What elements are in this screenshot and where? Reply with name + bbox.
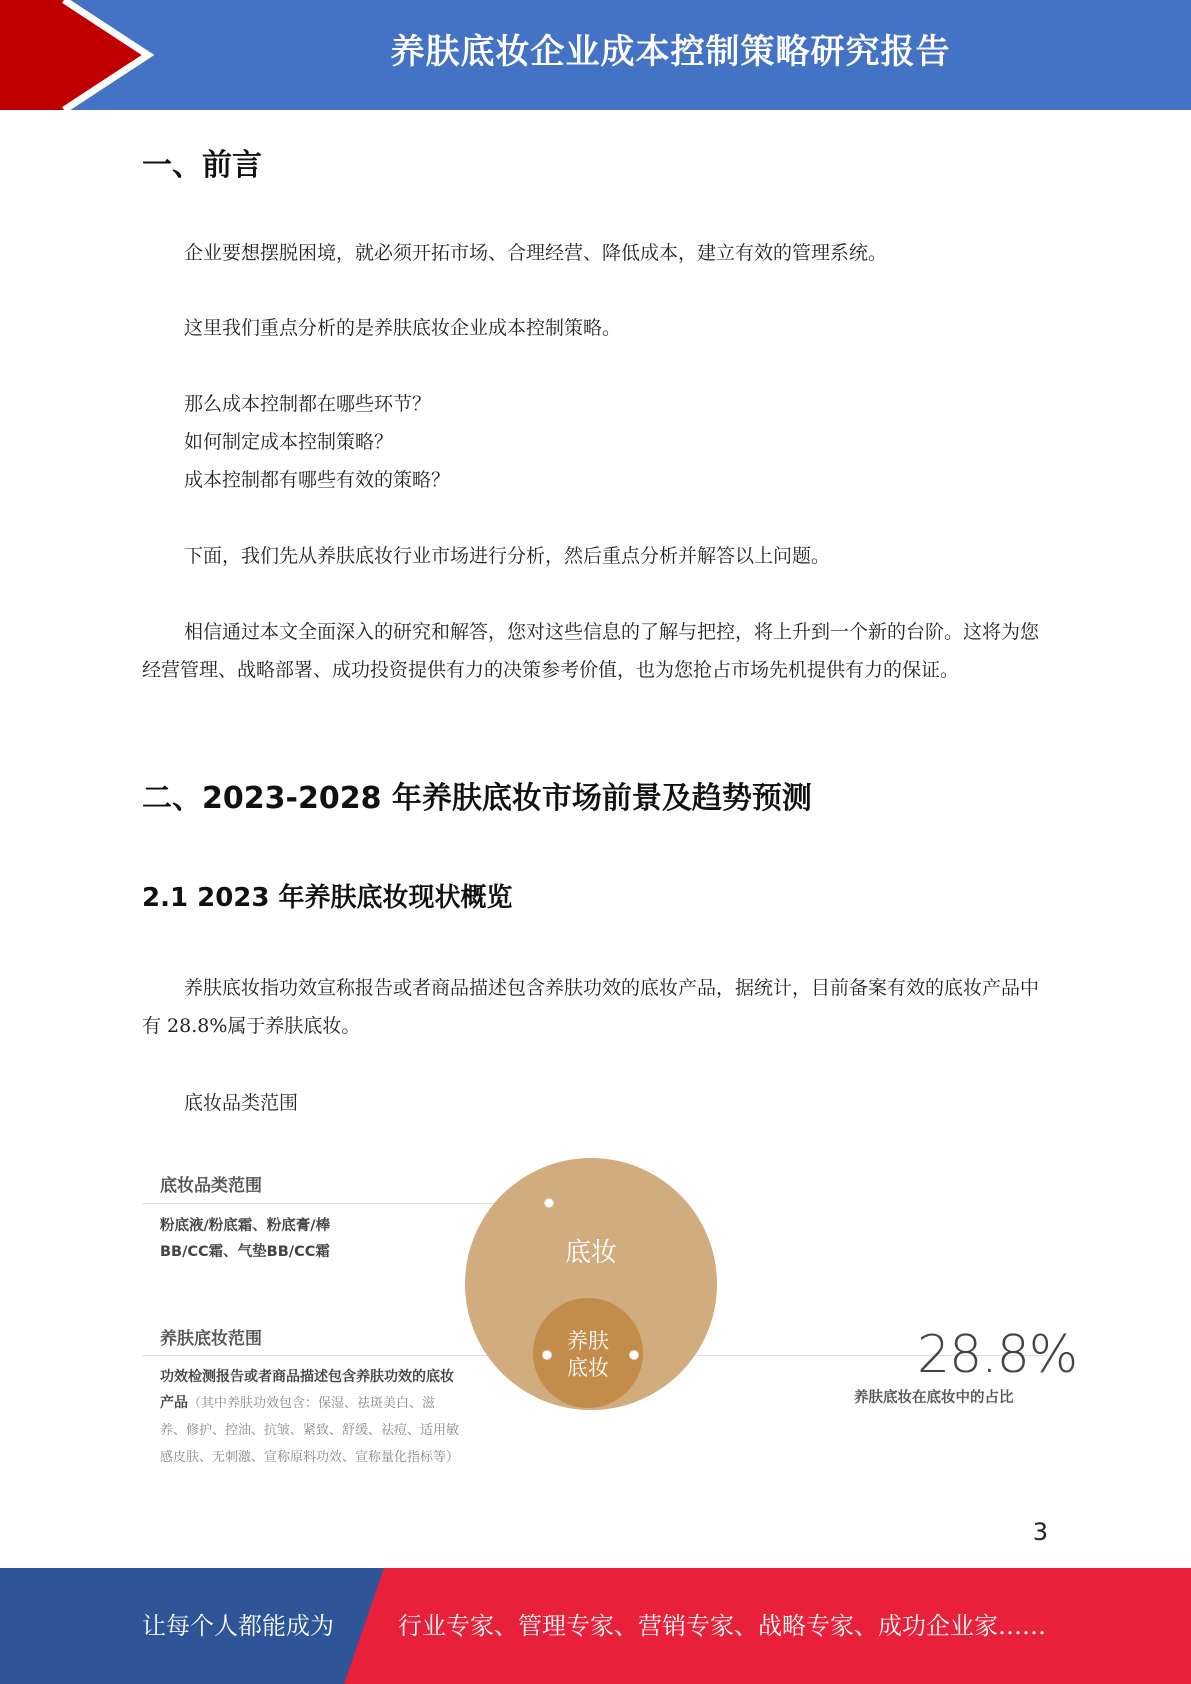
foundation-category-infographic [142, 1150, 1078, 1510]
connector-dot [544, 1198, 554, 1208]
footer-slogan-left: 让每个人都能成为 [142, 1612, 334, 1640]
connector-dot [629, 1350, 639, 1360]
skincare-makeup-range-main: 功效检测报告或者商品描述包含养肤功效的底妆产品 [160, 1369, 454, 1411]
skincare-label-line-2: 底妆 [567, 1356, 609, 1380]
page-number: 3 [1032, 1518, 1048, 1546]
paragraph: 下面，我们先从养肤底妆行业市场进行分析，然后重点分析并解答以上问题。 [184, 545, 831, 567]
figure-caption: 底妆品类范围 [184, 1092, 299, 1114]
base-makeup-circle-label: 底妆 [564, 1238, 617, 1268]
base-makeup-range-line-2: BB/CC霜、气垫BB/CC霜 [160, 1244, 330, 1260]
skincare-label-line-1: 养肤 [567, 1329, 609, 1353]
question-line: 那么成本控制都在哪些环节？ [184, 393, 432, 415]
base-makeup-range-line-1: 粉底液/粉底霜、粉底膏/棒 [160, 1218, 331, 1234]
paragraph: 这里我们重点分析的是养肤底妆企业成本控制策略。 [184, 317, 622, 339]
percentage-value: 28.8% [917, 1325, 1078, 1385]
subsection-heading: 2.1 2023 年养肤底妆现状概览 [142, 883, 513, 913]
report-title: 养肤底妆企业成本控制策略研究报告 [390, 32, 951, 72]
footer-slogan-right: 行业专家、管理专家、营销专家、战略专家、成功企业家…… [398, 1612, 1046, 1640]
paragraph: 养肤底妆指功效宣称报告或者商品描述包含养肤功效的底妆产品，据统计，目前备案有效的底妆产品中有 28.8%属于养肤底妆。 [142, 977, 1040, 1037]
skincare-makeup-range-label: 养肤底妆范围 [160, 1329, 262, 1349]
connector-dot [542, 1350, 552, 1360]
connector-line [142, 1203, 550, 1204]
base-makeup-range-label: 底妆品类范围 [160, 1176, 262, 1196]
skincare-makeup-range-description [160, 1364, 460, 1471]
skincare-effects-note: （其中养肤功效包含：保湿、祛斑美白、滋养、修护、控油、抗皱、紧致、舒缓、祛痘、适用敏感皮肤、无刺激、宣称原料功效、宣称量化指标等） [160, 1396, 460, 1465]
question-line: 成本控制都有哪些有效的策略？ [184, 469, 451, 491]
paragraph: 企业要想摆脱困境，就必须开拓市场、合理经营、降低成本，建立有效的管理系统。 [184, 242, 888, 264]
paragraph: 相信通过本文全面深入的研究和解答，您对这些信息的了解与把控，将上升到一个新的台阶。这将为您经营管理、战略部署、成功投资提供有力的决策参考价值，也为您抢占市场先机提供有力的保证。 [142, 621, 1040, 681]
section-1-heading: 一、前言 [142, 148, 262, 183]
header-banner [0, 0, 1191, 110]
section-2-heading: 二、2023-2028 年养肤底妆市场前景及趋势预测 [142, 781, 812, 816]
footer-banner [0, 1568, 1191, 1684]
percentage-label: 养肤底妆在底妆中的占比 [854, 1390, 1014, 1406]
question-line: 如何制定成本控制策略？ [184, 431, 394, 453]
